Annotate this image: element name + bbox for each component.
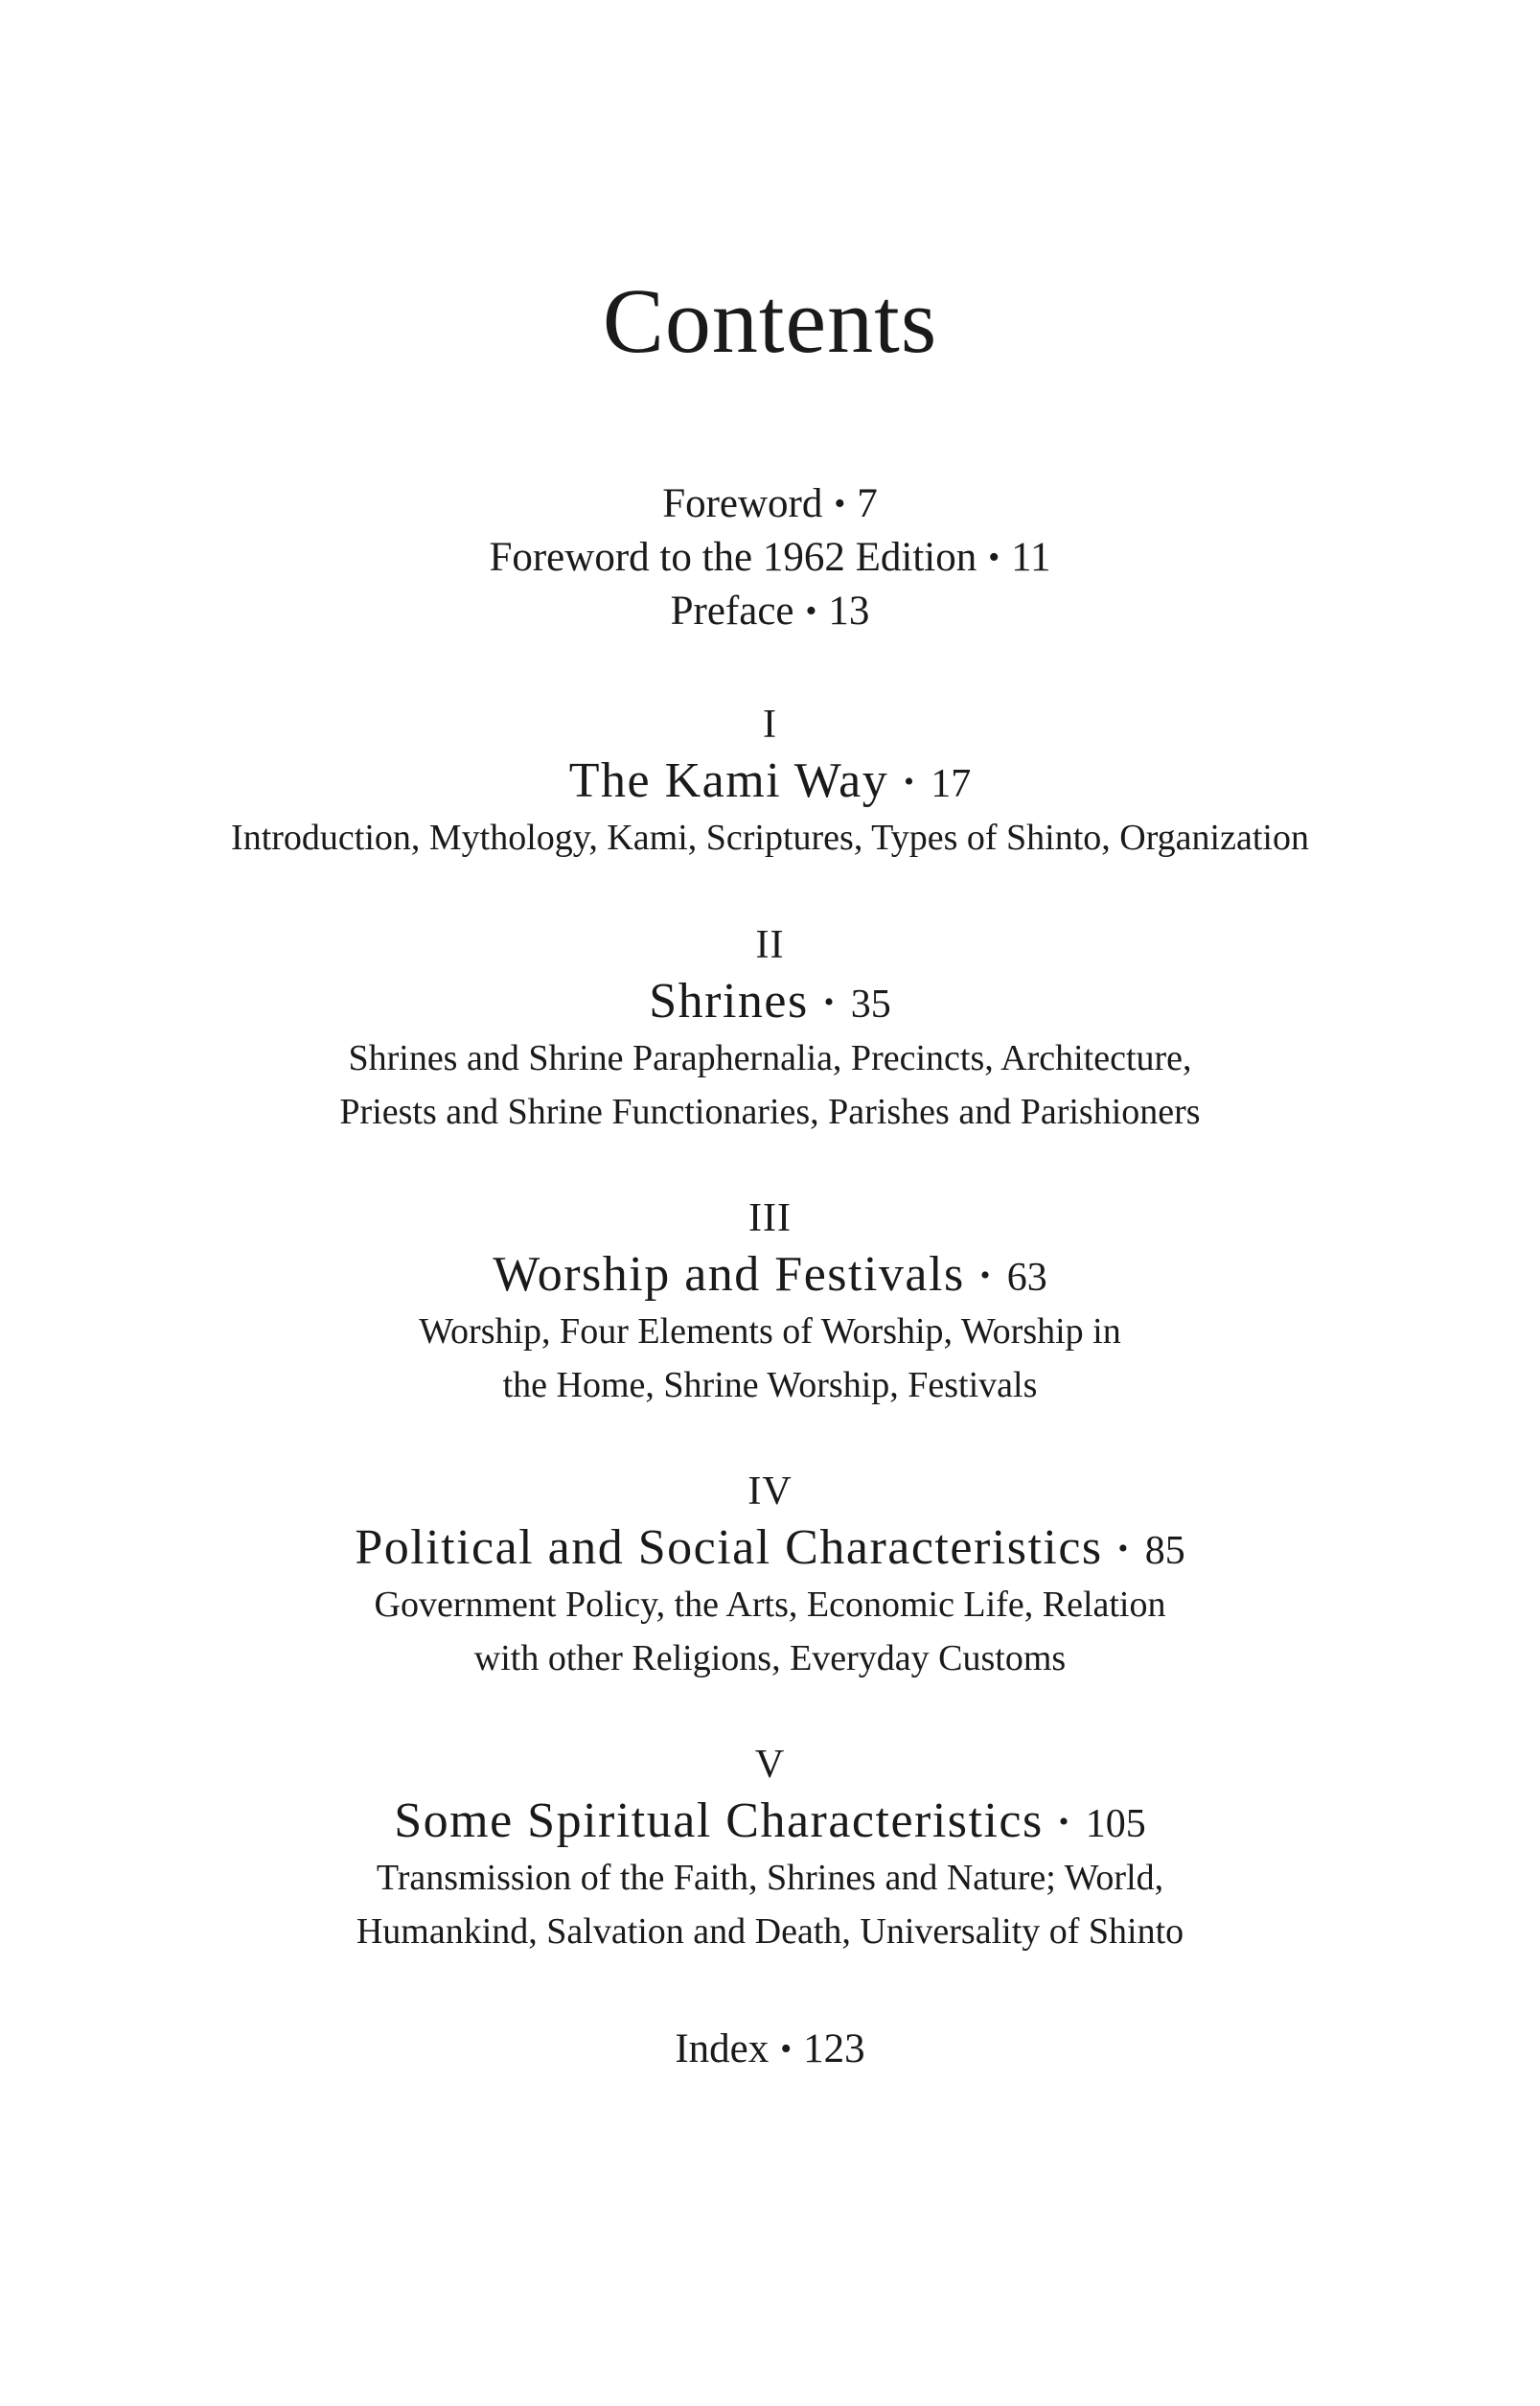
toc-entry-foreword-1962[interactable]	[0, 531, 1540, 585]
chapter-description-line: Introduction, Mythology, Kami, Scriptures, Types of Shinto, Organization	[231, 818, 1309, 858]
entry-label: Index	[675, 2026, 770, 2071]
chapter-title-entry[interactable]	[0, 972, 1540, 1031]
chapter-numeral: III	[748, 1196, 792, 1240]
entry-page-number: 123	[803, 2026, 865, 2071]
chapter-description-line: Humankind, Salvation and Death, Universality of Shinto	[356, 1911, 1184, 1952]
bullet-separator: •	[834, 486, 846, 521]
chapter-page-number: 35	[850, 983, 891, 1027]
chapter-title: The Kami Way	[568, 753, 889, 808]
chapter-numeral: I	[763, 703, 777, 747]
chapter-2	[0, 918, 1540, 1139]
chapter-numeral: V	[754, 1743, 786, 1787]
chapter-page-number: 17	[931, 762, 972, 806]
toc-entry-preface[interactable]	[0, 585, 1540, 638]
entry-label: Preface	[670, 589, 794, 634]
chapter-numeral: II	[755, 923, 785, 967]
chapter-title: Some Spiritual Characteristics	[394, 1793, 1044, 1848]
entry-page-number: 11	[1011, 535, 1051, 580]
bullet-separator: •	[780, 2031, 793, 2067]
chapter-page-number: 85	[1144, 1529, 1185, 1573]
toc-entry-foreword[interactable]	[0, 477, 1540, 531]
chapter-5	[0, 1738, 1540, 1958]
bullet-separator: •	[823, 986, 836, 1018]
chapter-description-line: Transmission of the Faith, Shrines and Nature; World,	[376, 1858, 1164, 1898]
chapter-description-line: with other Religions, Everyday Customs	[473, 1638, 1067, 1678]
front-matter-list	[0, 477, 1540, 638]
entry-page-number: 13	[828, 589, 870, 634]
entry-label: Foreword	[662, 481, 823, 526]
chapter-description-line: Worship, Four Elements of Worship, Worship in	[419, 1311, 1121, 1352]
page-title: Contents	[602, 269, 938, 372]
chapter-title: Worship and Festivals	[493, 1247, 965, 1302]
bullet-separator: •	[904, 766, 916, 798]
chapter-description-line: Shrines and Shrine Paraphernalia, Precincts, Architecture,	[348, 1038, 1192, 1078]
bullet-separator: •	[988, 540, 1000, 575]
chapter-page-number: 105	[1085, 1802, 1146, 1846]
chapter-numeral: IV	[747, 1469, 793, 1514]
chapter-title-entry[interactable]	[0, 1792, 1540, 1851]
entry-page-number: 7	[857, 481, 878, 526]
chapter-description-line: Priests and Shrine Functionaries, Parishes and Parishioners	[339, 1092, 1201, 1132]
entry-label: Foreword to the 1962 Edition	[489, 535, 977, 580]
chapter-title-entry[interactable]	[0, 1245, 1540, 1305]
bullet-separator: •	[805, 593, 817, 629]
chapter-1	[0, 698, 1540, 865]
chapter-title: Shrines	[649, 974, 809, 1029]
toc-entry-index[interactable]	[0, 2023, 1540, 2079]
chapter-4	[0, 1465, 1540, 1685]
chapter-title-entry[interactable]	[0, 1518, 1540, 1578]
chapter-page-number: 63	[1006, 1256, 1047, 1300]
chapter-title: Political and Social Characteristics	[355, 1520, 1103, 1575]
chapter-title-entry[interactable]	[0, 752, 1540, 811]
chapter-3	[0, 1191, 1540, 1412]
bullet-separator: •	[979, 1260, 992, 1291]
bullet-separator: •	[1058, 1806, 1070, 1838]
bullet-separator: •	[1117, 1533, 1130, 1564]
chapter-description-line: the Home, Shrine Worship, Festivals	[502, 1365, 1038, 1405]
chapter-description-line: Government Policy, the Arts, Economic Life, Relation	[374, 1585, 1166, 1625]
